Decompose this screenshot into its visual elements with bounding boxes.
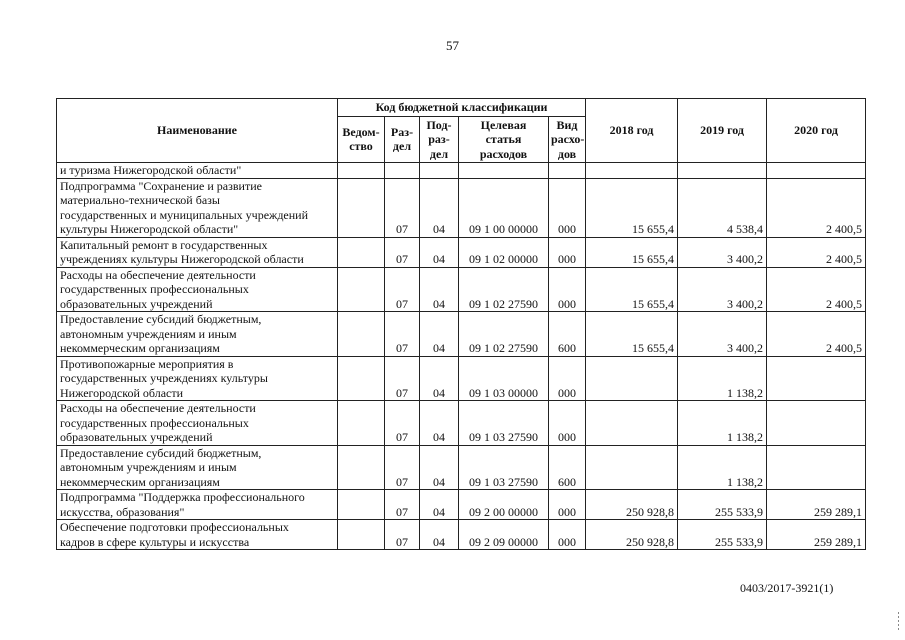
row-vid: 600 bbox=[549, 445, 586, 490]
row-2019: 4 538,4 bbox=[678, 178, 767, 237]
row-2020: 259 289,1 bbox=[767, 490, 866, 520]
row-2020 bbox=[767, 356, 866, 401]
row-2018: 15 655,4 bbox=[586, 178, 678, 237]
table-row bbox=[57, 312, 866, 357]
row-2020 bbox=[767, 401, 866, 446]
row-2018: 15 655,4 bbox=[586, 312, 678, 357]
row-vid: 000 bbox=[549, 267, 586, 312]
table-row bbox=[57, 520, 866, 550]
row-vid: 000 bbox=[549, 178, 586, 237]
row-razdel: 07 bbox=[385, 520, 420, 550]
row-podrazdel: 04 bbox=[420, 237, 459, 267]
row-razdel: 07 bbox=[385, 178, 420, 237]
column-header-podrazdel: Под- раз- дел bbox=[420, 116, 459, 163]
row-2018: 15 655,4 bbox=[586, 237, 678, 267]
row-2020 bbox=[767, 163, 866, 179]
table-row bbox=[57, 163, 866, 179]
row-razdel: 07 bbox=[385, 356, 420, 401]
row-name: и туризма Нижегородской области" bbox=[57, 163, 338, 179]
row-2018 bbox=[586, 401, 678, 446]
row-2019: 1 138,2 bbox=[678, 356, 767, 401]
column-header-name: Наименование bbox=[57, 99, 338, 163]
row-podrazdel bbox=[420, 163, 459, 179]
document-code: 0403/2017-3921(1) bbox=[740, 581, 834, 595]
row-name: Противопожарные мероприятия в государственных учреждениях культуры Нижегородской области bbox=[57, 356, 338, 401]
table-row bbox=[57, 401, 866, 446]
budget-table bbox=[56, 98, 866, 550]
row-vedomstvo bbox=[338, 237, 385, 267]
row-vedomstvo bbox=[338, 178, 385, 237]
row-razdel: 07 bbox=[385, 312, 420, 357]
row-tselevaya: 09 2 00 00000 bbox=[459, 490, 549, 520]
table-row bbox=[57, 356, 866, 401]
column-header-razdel: Раз- дел bbox=[385, 116, 420, 163]
row-podrazdel: 04 bbox=[420, 312, 459, 357]
row-razdel: 07 bbox=[385, 237, 420, 267]
row-2019 bbox=[678, 163, 767, 179]
row-2018: 250 928,8 bbox=[586, 520, 678, 550]
column-header-vid: Вид расхо- дов bbox=[549, 116, 586, 163]
row-vid: 000 bbox=[549, 401, 586, 446]
column-header-2020: 2020 год bbox=[767, 99, 866, 163]
row-2019: 3 400,2 bbox=[678, 237, 767, 267]
row-2019: 1 138,2 bbox=[678, 401, 767, 446]
row-tselevaya: 09 1 02 00000 bbox=[459, 237, 549, 267]
row-vid: 600 bbox=[549, 312, 586, 357]
row-vid: 000 bbox=[549, 237, 586, 267]
row-razdel: 07 bbox=[385, 267, 420, 312]
row-2019: 255 533,9 bbox=[678, 490, 767, 520]
column-header-2019: 2019 год bbox=[678, 99, 767, 163]
row-2018 bbox=[586, 356, 678, 401]
row-2020: 2 400,5 bbox=[767, 312, 866, 357]
row-tselevaya: 09 1 03 00000 bbox=[459, 356, 549, 401]
row-vedomstvo bbox=[338, 401, 385, 446]
row-podrazdel: 04 bbox=[420, 520, 459, 550]
row-vedomstvo bbox=[338, 267, 385, 312]
row-tselevaya bbox=[459, 163, 549, 179]
row-tselevaya: 09 1 02 27590 bbox=[459, 267, 549, 312]
row-2018: 15 655,4 bbox=[586, 267, 678, 312]
row-vedomstvo bbox=[338, 163, 385, 179]
scan-edge-mark bbox=[898, 612, 899, 632]
row-vid: 000 bbox=[549, 490, 586, 520]
row-podrazdel: 04 bbox=[420, 445, 459, 490]
column-header-tselevaya: Целевая статья расходов bbox=[459, 116, 549, 163]
row-tselevaya: 09 2 09 00000 bbox=[459, 520, 549, 550]
table-row bbox=[57, 178, 866, 237]
table-row bbox=[57, 490, 866, 520]
row-vedomstvo bbox=[338, 520, 385, 550]
row-2020: 2 400,5 bbox=[767, 178, 866, 237]
row-podrazdel: 04 bbox=[420, 267, 459, 312]
column-header-vedomstvo: Ведом- ство bbox=[338, 116, 385, 163]
row-podrazdel: 04 bbox=[420, 356, 459, 401]
row-vid bbox=[549, 163, 586, 179]
page-number: 57 bbox=[446, 38, 459, 53]
row-name: Расходы на обеспечение деятельности государственных профессиональных образовательных учреждений bbox=[57, 401, 338, 446]
column-group-budget-code: Код бюджетной классификации bbox=[338, 99, 586, 117]
table-body bbox=[57, 163, 866, 550]
row-2020 bbox=[767, 445, 866, 490]
table-row bbox=[57, 267, 866, 312]
column-header-2018: 2018 год bbox=[586, 99, 678, 163]
table-row bbox=[57, 237, 866, 267]
row-2018 bbox=[586, 445, 678, 490]
row-vid: 000 bbox=[549, 520, 586, 550]
row-podrazdel: 04 bbox=[420, 178, 459, 237]
row-podrazdel: 04 bbox=[420, 401, 459, 446]
row-tselevaya: 09 1 00 00000 bbox=[459, 178, 549, 237]
row-2019: 1 138,2 bbox=[678, 445, 767, 490]
row-vedomstvo bbox=[338, 490, 385, 520]
row-tselevaya: 09 1 02 27590 bbox=[459, 312, 549, 357]
row-2020: 2 400,5 bbox=[767, 237, 866, 267]
row-2019: 255 533,9 bbox=[678, 520, 767, 550]
row-name: Предоставление субсидий бюджетным, автономным учреждениям и иным некоммерческим организациям bbox=[57, 445, 338, 490]
row-tselevaya: 09 1 03 27590 bbox=[459, 401, 549, 446]
row-razdel: 07 bbox=[385, 401, 420, 446]
row-razdel: 07 bbox=[385, 490, 420, 520]
row-razdel: 07 bbox=[385, 445, 420, 490]
row-razdel bbox=[385, 163, 420, 179]
row-tselevaya: 09 1 03 27590 bbox=[459, 445, 549, 490]
row-2020: 2 400,5 bbox=[767, 267, 866, 312]
row-name: Предоставление субсидий бюджетным, автономным учреждениям и иным некоммерческим организациям bbox=[57, 312, 338, 357]
row-vid: 000 bbox=[549, 356, 586, 401]
row-name: Подпрограмма "Поддержка профессионального искусства, образования" bbox=[57, 490, 338, 520]
row-2019: 3 400,2 bbox=[678, 267, 767, 312]
table-row bbox=[57, 445, 866, 490]
row-podrazdel: 04 bbox=[420, 490, 459, 520]
table-header bbox=[57, 99, 866, 163]
row-vedomstvo bbox=[338, 445, 385, 490]
row-vedomstvo bbox=[338, 312, 385, 357]
row-vedomstvo bbox=[338, 356, 385, 401]
row-2019: 3 400,2 bbox=[678, 312, 767, 357]
row-2018 bbox=[586, 163, 678, 179]
row-2020: 259 289,1 bbox=[767, 520, 866, 550]
row-name: Обеспечение подготовки профессиональных кадров в сфере культуры и искусства bbox=[57, 520, 338, 550]
row-name: Подпрограмма "Сохранение и развитие материально-технической базы государственных и муниципальных учреждений культуры Нижегородской области" bbox=[57, 178, 338, 237]
row-2018: 250 928,8 bbox=[586, 490, 678, 520]
row-name: Расходы на обеспечение деятельности государственных профессиональных образовательных учреждений bbox=[57, 267, 338, 312]
row-name: Капитальный ремонт в государственных учреждениях культуры Нижегородской области bbox=[57, 237, 338, 267]
